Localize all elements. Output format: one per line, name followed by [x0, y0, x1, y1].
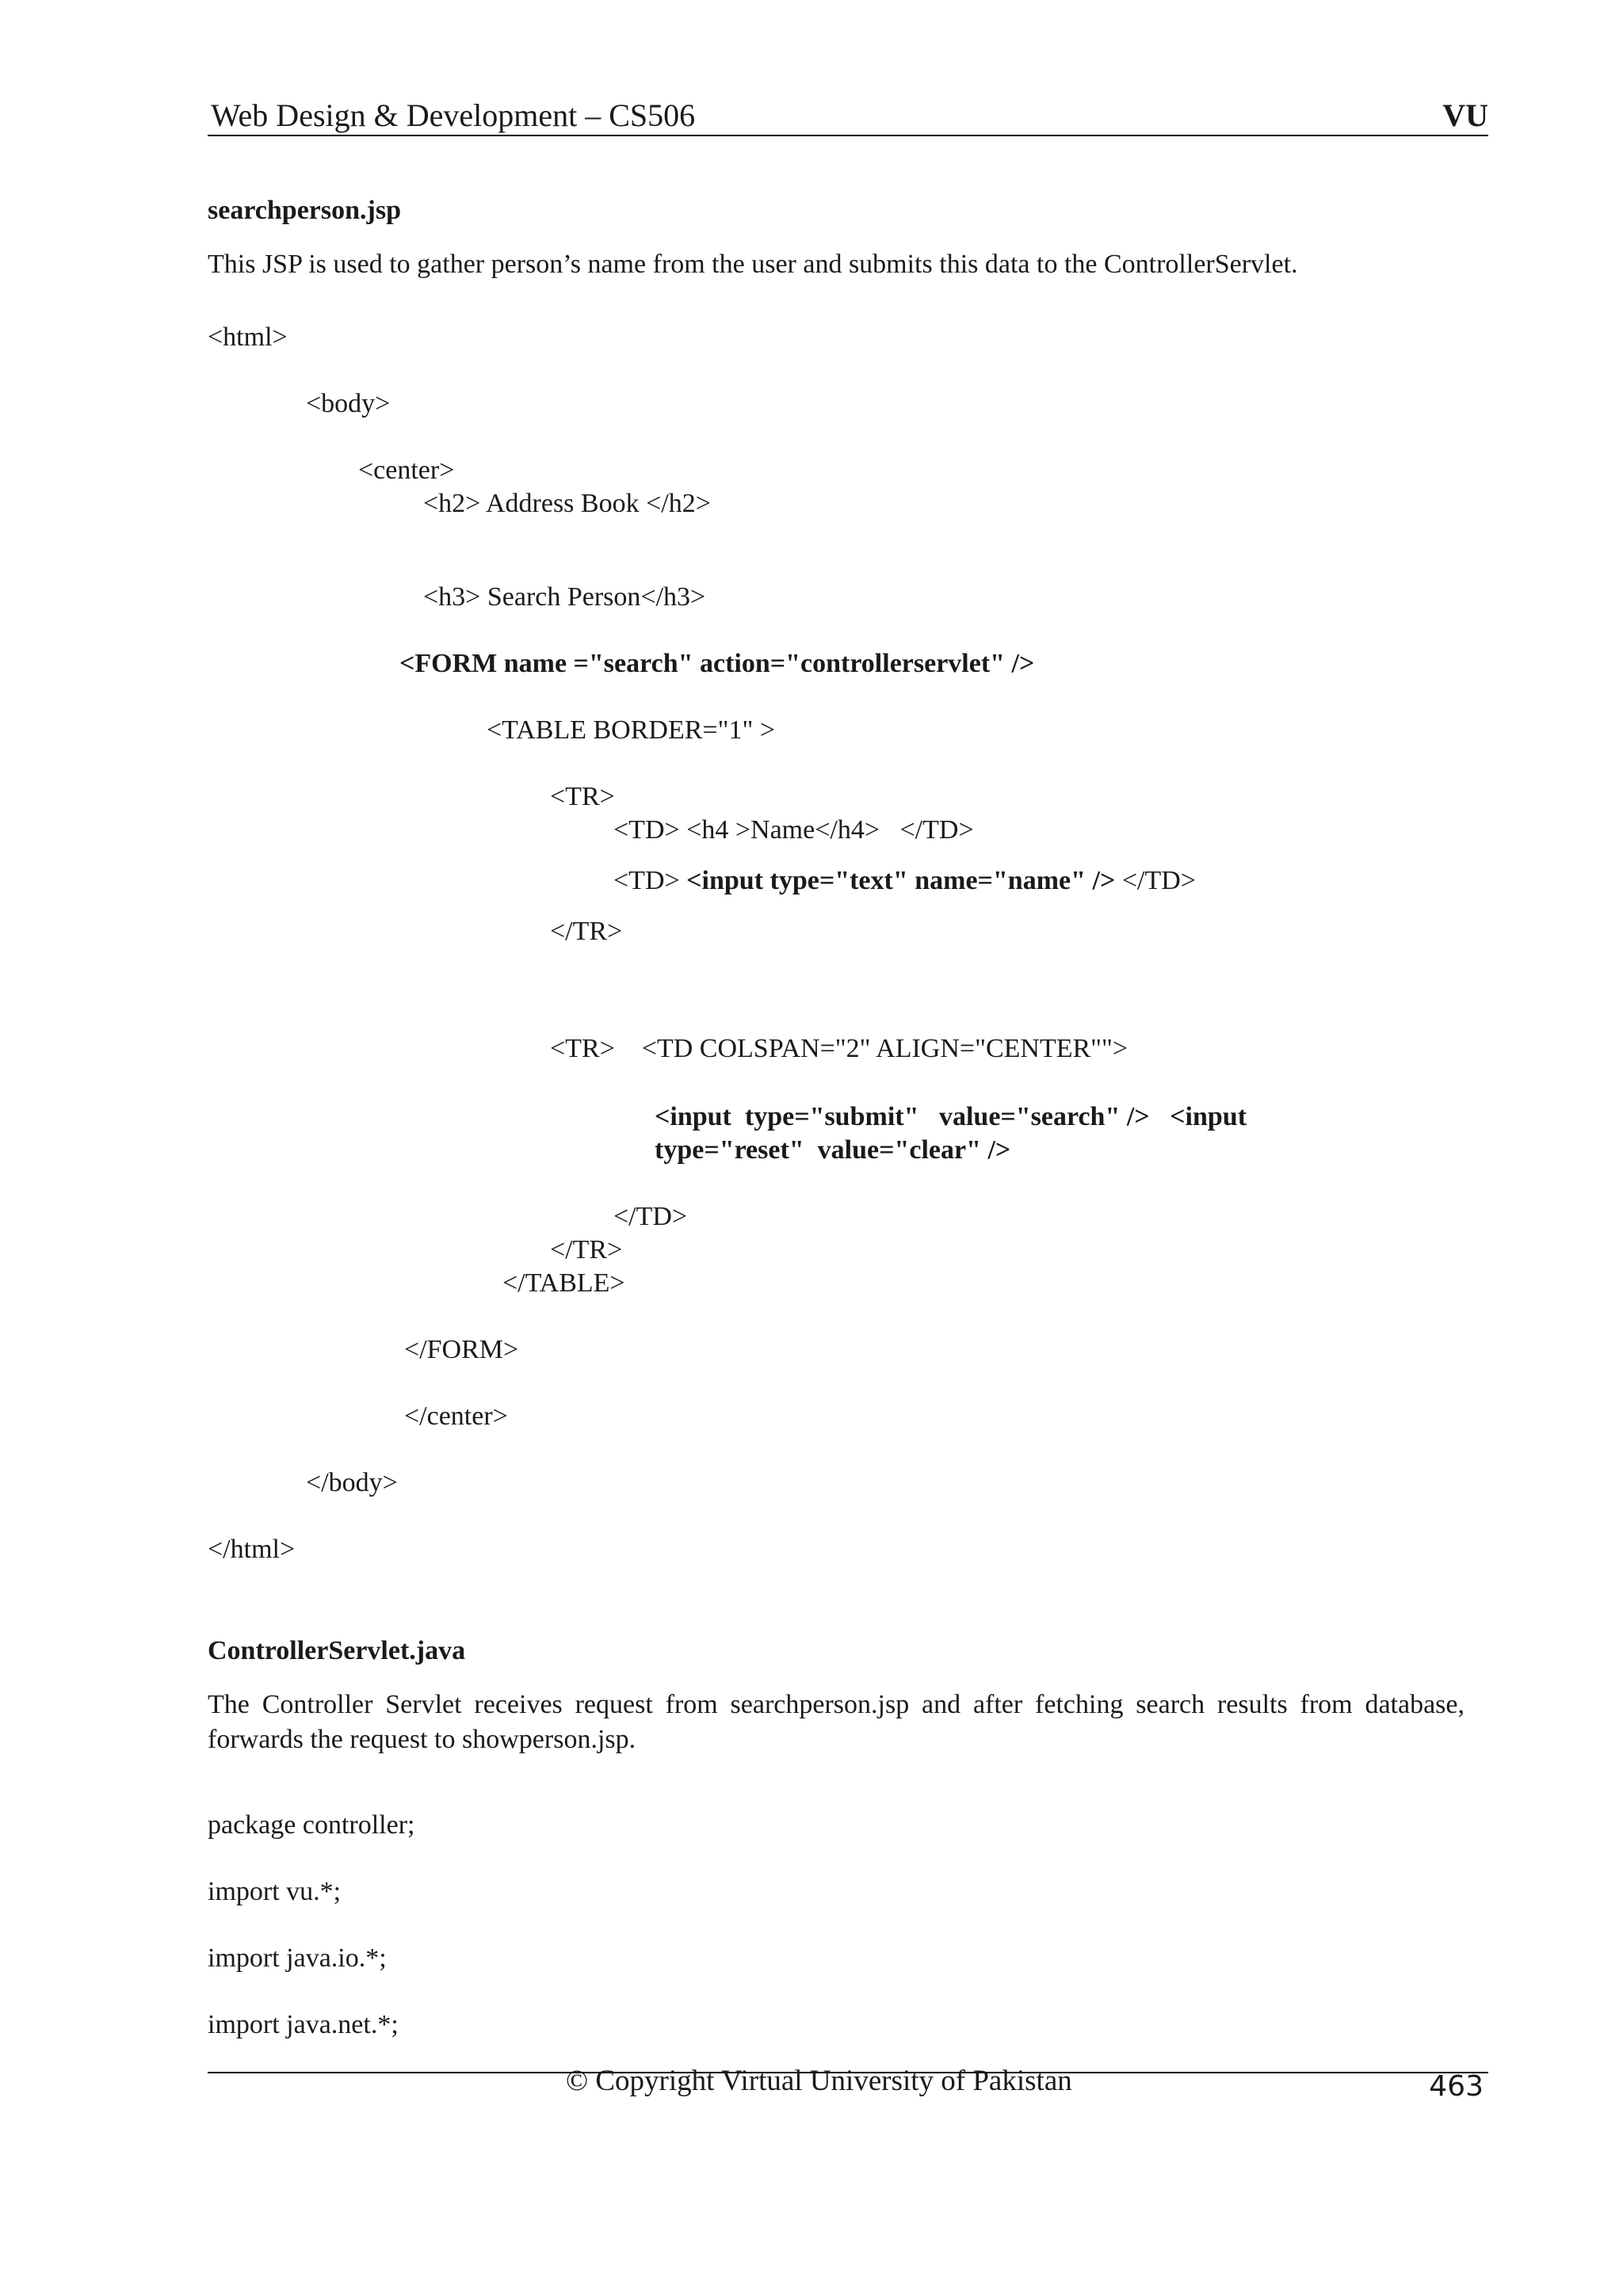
code-line: <TR> <TD COLSPAN="2" ALIGN="CENTER""> — [550, 1034, 1128, 1063]
footer-copyright: © Copyright Virtual University of Pakistan — [566, 2065, 1072, 2097]
page-number: 463 — [1429, 2070, 1484, 2103]
code-line: <FORM name ="search" action="controllerservlet" /> — [399, 649, 1035, 678]
code-line: <TD> <h4 >Name</h4> </TD> — [613, 815, 974, 845]
code-line: <TR> — [550, 782, 615, 811]
header-title: Web Design & Development – CS506 — [211, 97, 696, 133]
code-line: </html> — [208, 1535, 296, 1564]
code-line: <body> — [306, 389, 391, 418]
code-line: <TABLE BORDER="1" > — [487, 715, 776, 745]
code-line: </TABLE> — [502, 1268, 625, 1298]
section-heading-searchperson: searchperson.jsp — [208, 196, 401, 225]
code-line — [613, 864, 1196, 898]
code-line: <h3> Search Person</h3> — [423, 582, 706, 612]
section-description-controllerservlet: The Controller Servlet receives request from searchperson.jsp and after fetching search results from database, forwards the request to showperson.jsp. — [208, 1690, 1465, 1754]
code-line: <h2> Address Book </h2> — [423, 489, 711, 518]
code-line: </center> — [404, 1402, 508, 1431]
code-line: import java.net.*; — [208, 2010, 399, 2039]
code-line: <input type="submit" value="search" /> <input — [655, 1102, 1247, 1131]
code-fragment-bold: <input type="text" name="name" /> — [686, 866, 1116, 895]
code-line: <html> — [208, 322, 288, 352]
section-description-searchperson: This JSP is used to gather person’s name from the user and submits this data to the ControllerServlet. — [208, 250, 1298, 279]
code-line: </TR> — [550, 1235, 623, 1264]
code-line: type="reset" value="clear" /> — [655, 1135, 1011, 1165]
header-divider — [208, 135, 1488, 136]
header-logo: VU — [1442, 97, 1488, 133]
code-line: </FORM> — [404, 1335, 519, 1364]
code-fragment: </TD> — [1115, 866, 1196, 895]
code-line: <center> — [358, 456, 455, 485]
code-line: import java.io.*; — [208, 1943, 387, 1973]
code-fragment: <TD> — [613, 866, 687, 895]
code-line: </body> — [306, 1468, 398, 1497]
section-heading-controllerservlet: ControllerServlet.java — [208, 1636, 466, 1665]
code-line: import vu.*; — [208, 1877, 342, 1906]
code-line: </TD> — [613, 1202, 688, 1231]
code-line: package controller; — [208, 1810, 415, 1840]
code-line: </TR> — [550, 917, 623, 946]
